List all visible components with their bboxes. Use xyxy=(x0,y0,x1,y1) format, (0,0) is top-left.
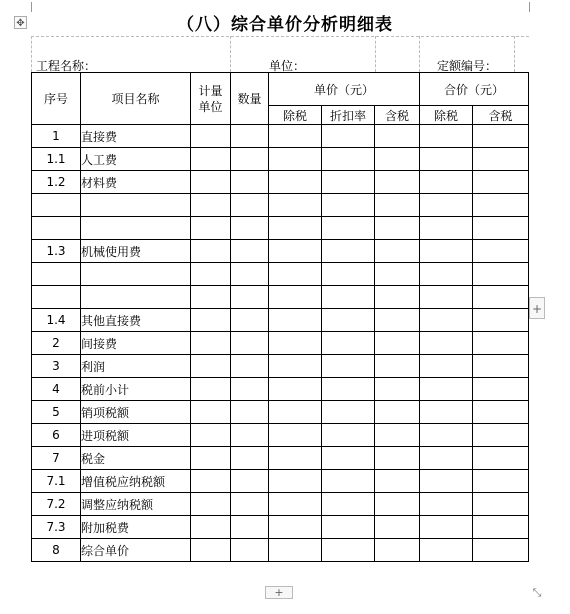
table-row xyxy=(32,424,529,447)
value-cell[interactable] xyxy=(231,217,269,240)
table-row xyxy=(32,171,529,194)
project-name-label: 工程名称： xyxy=(36,59,97,73)
row-seq-cell[interactable]: 2 xyxy=(32,332,81,355)
row-seq-cell[interactable]: 8 xyxy=(32,539,81,562)
value-cell[interactable] xyxy=(322,217,375,240)
row-name-cell[interactable] xyxy=(81,286,191,309)
row-seq-cell[interactable]: 1.4 xyxy=(32,309,81,332)
value-cell[interactable] xyxy=(420,148,473,171)
table-row xyxy=(32,493,529,516)
value-cell[interactable] xyxy=(375,401,420,424)
value-cell[interactable] xyxy=(420,171,473,194)
value-cell[interactable] xyxy=(322,539,375,562)
value-cell[interactable] xyxy=(473,194,529,217)
value-cell[interactable] xyxy=(269,516,322,539)
value-cell[interactable] xyxy=(420,217,473,240)
value-cell[interactable] xyxy=(231,516,269,539)
value-cell[interactable] xyxy=(375,516,420,539)
row-seq-cell[interactable]: 7.3 xyxy=(32,516,81,539)
value-cell[interactable] xyxy=(191,447,231,470)
value-cell[interactable] xyxy=(231,401,269,424)
dashed-guide xyxy=(31,36,529,37)
header-item-name: 项目名称 xyxy=(81,73,191,125)
value-cell[interactable] xyxy=(473,148,529,171)
table-row xyxy=(32,355,529,378)
value-cell[interactable] xyxy=(420,493,473,516)
value-cell[interactable] xyxy=(473,309,529,332)
value-cell[interactable] xyxy=(191,378,231,401)
table-row xyxy=(32,125,529,148)
value-cell[interactable] xyxy=(191,401,231,424)
value-cell[interactable] xyxy=(322,378,375,401)
row-name-cell[interactable]: 利润 xyxy=(81,355,191,378)
row-seq-cell[interactable]: 7.1 xyxy=(32,470,81,493)
value-cell[interactable] xyxy=(191,125,231,148)
header-quantity: 数量 xyxy=(231,73,269,125)
row-name-cell[interactable]: 销项税额 xyxy=(81,401,191,424)
row-seq-cell[interactable] xyxy=(32,286,81,309)
table-row xyxy=(32,470,529,493)
value-cell[interactable] xyxy=(322,493,375,516)
header-seq: 序号 xyxy=(32,73,81,125)
header-discount-rate: 折扣率 xyxy=(322,106,375,125)
table-row xyxy=(32,378,529,401)
value-cell[interactable] xyxy=(473,171,529,194)
row-seq-cell[interactable]: 7 xyxy=(32,447,81,470)
value-cell[interactable] xyxy=(473,263,529,286)
row-seq-cell[interactable]: 4 xyxy=(32,378,81,401)
value-cell[interactable] xyxy=(375,148,420,171)
value-cell[interactable] xyxy=(269,401,322,424)
value-cell[interactable] xyxy=(420,539,473,562)
value-cell[interactable] xyxy=(322,286,375,309)
value-cell[interactable] xyxy=(322,171,375,194)
value-cell[interactable] xyxy=(269,539,322,562)
row-seq-cell[interactable]: 1.3 xyxy=(32,240,81,263)
value-cell[interactable] xyxy=(473,125,529,148)
header-measure-unit-line2: 单位 xyxy=(198,99,223,114)
value-cell[interactable] xyxy=(269,263,322,286)
value-cell[interactable] xyxy=(375,217,420,240)
value-cell[interactable] xyxy=(322,194,375,217)
value-cell[interactable] xyxy=(473,332,529,355)
dashed-guide xyxy=(419,36,420,72)
value-cell[interactable] xyxy=(375,355,420,378)
value-cell[interactable] xyxy=(420,378,473,401)
row-name-cell[interactable]: 直接费 xyxy=(81,125,191,148)
value-cell[interactable] xyxy=(473,424,529,447)
table-row xyxy=(32,332,529,355)
row-seq-cell[interactable] xyxy=(32,194,81,217)
value-cell[interactable] xyxy=(191,286,231,309)
value-cell[interactable] xyxy=(420,516,473,539)
value-cell[interactable] xyxy=(269,355,322,378)
value-cell[interactable] xyxy=(420,309,473,332)
value-cell[interactable] xyxy=(420,355,473,378)
row-name-cell[interactable] xyxy=(81,217,191,240)
value-cell[interactable] xyxy=(375,539,420,562)
table-row xyxy=(32,539,529,562)
value-cell[interactable] xyxy=(322,240,375,263)
row-name-cell[interactable]: 调整应纳税额 xyxy=(81,493,191,516)
value-cell[interactable] xyxy=(269,309,322,332)
table-move-handle-icon[interactable]: ✥ xyxy=(14,16,27,29)
value-cell[interactable] xyxy=(269,424,322,447)
value-cell[interactable] xyxy=(473,355,529,378)
row-name-cell[interactable]: 税前小计 xyxy=(81,378,191,401)
value-cell[interactable] xyxy=(375,286,420,309)
value-cell[interactable] xyxy=(473,447,529,470)
row-seq-cell[interactable]: 7.2 xyxy=(32,493,81,516)
row-name-cell[interactable]: 综合单价 xyxy=(81,539,191,562)
value-cell[interactable] xyxy=(375,493,420,516)
value-cell[interactable] xyxy=(231,240,269,263)
analysis-table xyxy=(31,72,529,562)
value-cell[interactable] xyxy=(473,493,529,516)
value-cell[interactable] xyxy=(269,217,322,240)
dashed-guide xyxy=(230,36,231,72)
table-row xyxy=(32,194,529,217)
value-cell[interactable] xyxy=(473,470,529,493)
header-measure-unit-line1: 计量 xyxy=(198,83,223,98)
value-cell[interactable] xyxy=(322,424,375,447)
value-cell[interactable] xyxy=(269,493,322,516)
row-name-cell[interactable]: 其他直接费 xyxy=(81,309,191,332)
value-cell[interactable] xyxy=(269,125,322,148)
value-cell[interactable] xyxy=(191,470,231,493)
value-cell[interactable] xyxy=(375,125,420,148)
value-cell[interactable] xyxy=(420,401,473,424)
row-name-cell[interactable]: 材料费 xyxy=(81,171,191,194)
table-row xyxy=(32,309,529,332)
value-cell[interactable] xyxy=(322,125,375,148)
value-cell[interactable] xyxy=(375,447,420,470)
table-row xyxy=(32,263,529,286)
document-title: （八）综合单价分析明细表 xyxy=(177,15,393,35)
row-name-cell[interactable] xyxy=(81,194,191,217)
unit-label: 单位： xyxy=(269,59,306,73)
header-total-incl-tax: 含税 xyxy=(473,106,529,125)
value-cell[interactable] xyxy=(269,332,322,355)
value-cell[interactable] xyxy=(231,125,269,148)
header-incl-tax: 含税 xyxy=(375,106,420,125)
value-cell[interactable] xyxy=(191,424,231,447)
value-cell[interactable] xyxy=(231,148,269,171)
value-cell[interactable] xyxy=(322,355,375,378)
value-cell[interactable] xyxy=(231,424,269,447)
value-cell[interactable] xyxy=(375,263,420,286)
value-cell[interactable] xyxy=(420,424,473,447)
table-row xyxy=(32,516,529,539)
add-column-button[interactable]: + xyxy=(529,297,545,319)
row-seq-cell[interactable]: 3 xyxy=(32,355,81,378)
value-cell[interactable] xyxy=(420,470,473,493)
value-cell[interactable] xyxy=(375,332,420,355)
row-name-cell[interactable]: 人工费 xyxy=(81,148,191,171)
value-cell[interactable] xyxy=(269,194,322,217)
value-cell[interactable] xyxy=(191,332,231,355)
row-seq-cell[interactable]: 1 xyxy=(32,125,81,148)
value-cell[interactable] xyxy=(473,378,529,401)
value-cell[interactable] xyxy=(269,148,322,171)
value-cell[interactable] xyxy=(191,539,231,562)
table-row xyxy=(32,148,529,171)
value-cell[interactable] xyxy=(420,332,473,355)
value-cell[interactable] xyxy=(269,171,322,194)
row-name-cell[interactable]: 进项税额 xyxy=(81,424,191,447)
value-cell[interactable] xyxy=(322,470,375,493)
value-cell[interactable] xyxy=(231,309,269,332)
value-cell[interactable] xyxy=(473,217,529,240)
value-cell[interactable] xyxy=(322,516,375,539)
value-cell[interactable] xyxy=(322,447,375,470)
row-seq-cell[interactable]: 5 xyxy=(32,401,81,424)
value-cell[interactable] xyxy=(375,378,420,401)
value-cell[interactable] xyxy=(191,194,231,217)
value-cell[interactable] xyxy=(231,171,269,194)
value-cell[interactable] xyxy=(420,447,473,470)
value-cell[interactable] xyxy=(473,539,529,562)
value-cell[interactable] xyxy=(375,424,420,447)
value-cell[interactable] xyxy=(231,539,269,562)
value-cell[interactable] xyxy=(231,263,269,286)
value-cell[interactable] xyxy=(231,470,269,493)
value-cell[interactable] xyxy=(322,332,375,355)
value-cell[interactable] xyxy=(322,148,375,171)
add-row-button[interactable]: + xyxy=(265,586,293,599)
table-row xyxy=(32,286,529,309)
value-cell[interactable] xyxy=(375,194,420,217)
value-cell[interactable] xyxy=(231,332,269,355)
table-resize-handle-icon[interactable]: ⤡ xyxy=(532,586,542,599)
value-cell[interactable] xyxy=(191,148,231,171)
value-cell[interactable] xyxy=(269,286,322,309)
row-name-cell[interactable] xyxy=(81,263,191,286)
row-name-cell[interactable]: 机械使用费 xyxy=(81,240,191,263)
value-cell[interactable] xyxy=(191,309,231,332)
value-cell[interactable] xyxy=(269,470,322,493)
table-row xyxy=(32,401,529,424)
value-cell[interactable] xyxy=(269,378,322,401)
value-cell[interactable] xyxy=(473,401,529,424)
value-cell[interactable] xyxy=(420,286,473,309)
value-cell[interactable] xyxy=(191,516,231,539)
value-cell[interactable] xyxy=(191,171,231,194)
value-cell[interactable] xyxy=(231,378,269,401)
value-cell[interactable] xyxy=(473,516,529,539)
table-row xyxy=(32,217,529,240)
table-row xyxy=(32,447,529,470)
value-cell[interactable] xyxy=(375,309,420,332)
row-seq-cell[interactable]: 1.1 xyxy=(32,148,81,171)
dashed-guide xyxy=(375,36,376,72)
header-total-excl-tax: 除税 xyxy=(420,106,473,125)
row-name-cell[interactable]: 税金 xyxy=(81,447,191,470)
value-cell[interactable] xyxy=(269,240,322,263)
dashed-guide xyxy=(31,36,32,72)
value-cell[interactable] xyxy=(191,240,231,263)
value-cell[interactable] xyxy=(231,286,269,309)
value-cell[interactable] xyxy=(231,194,269,217)
value-cell[interactable] xyxy=(231,493,269,516)
row-name-cell[interactable]: 增值税应纳税额 xyxy=(81,470,191,493)
quota-code-label: 定额编号： xyxy=(437,59,498,73)
value-cell[interactable] xyxy=(191,263,231,286)
value-cell[interactable] xyxy=(269,447,322,470)
value-cell[interactable] xyxy=(191,217,231,240)
value-cell[interactable] xyxy=(420,194,473,217)
header-excl-tax: 除税 xyxy=(269,106,322,125)
row-seq-cell[interactable] xyxy=(32,217,81,240)
header-unit-price: 单价（元） xyxy=(269,73,420,106)
value-cell[interactable] xyxy=(231,355,269,378)
value-cell[interactable] xyxy=(322,309,375,332)
value-cell[interactable] xyxy=(420,263,473,286)
value-cell[interactable] xyxy=(191,493,231,516)
row-seq-cell[interactable]: 1.2 xyxy=(32,171,81,194)
value-cell[interactable] xyxy=(375,171,420,194)
value-cell[interactable] xyxy=(420,240,473,263)
row-name-cell[interactable]: 间接费 xyxy=(81,332,191,355)
row-seq-cell[interactable] xyxy=(32,263,81,286)
value-cell[interactable] xyxy=(375,470,420,493)
row-seq-cell[interactable]: 6 xyxy=(32,424,81,447)
value-cell[interactable] xyxy=(473,286,529,309)
dashed-guide xyxy=(514,36,515,72)
value-cell[interactable] xyxy=(375,240,420,263)
value-cell[interactable] xyxy=(322,401,375,424)
header-total-price: 合价（元） xyxy=(420,73,529,106)
value-cell[interactable] xyxy=(191,355,231,378)
value-cell[interactable] xyxy=(322,263,375,286)
value-cell[interactable] xyxy=(473,240,529,263)
table-row xyxy=(32,240,529,263)
value-cell[interactable] xyxy=(231,447,269,470)
header-measure-unit xyxy=(191,73,231,125)
row-name-cell[interactable]: 附加税费 xyxy=(81,516,191,539)
value-cell[interactable] xyxy=(420,125,473,148)
